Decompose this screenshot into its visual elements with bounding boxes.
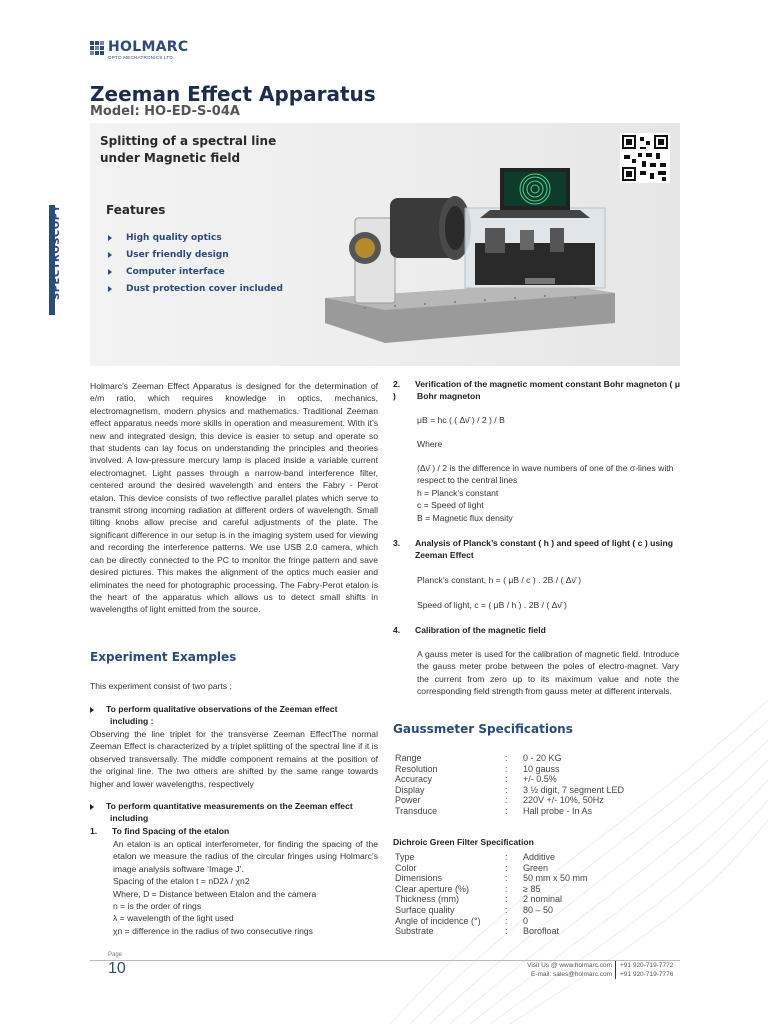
quantitative-title (90, 800, 378, 825)
spec-row (395, 806, 624, 817)
item-1-text: An etalon is an optical interferometer, for finding the spacing of the etalon we measure the radius of the circular fringes using Holmarc’s image analysis software ‘Image J’. (113, 839, 378, 874)
feature-item (108, 246, 283, 263)
spec-row (395, 873, 588, 884)
item-4-title-text: Calibration of the magnetic field (415, 625, 546, 635)
feature-label: Computer interface (126, 266, 225, 277)
footer-phones (620, 962, 673, 979)
hero-headline (100, 133, 330, 167)
page-number: 10 (108, 960, 126, 977)
qualitative-title-text: To perform qualitative observations of the Zeeman effect including : (106, 704, 338, 727)
experiment-lead: This experiment consist of two parts : (90, 681, 232, 691)
item-2-formula: μB = hc ( ( Δν̄ ) / 2 ) / B (417, 415, 505, 425)
spec-value: 0 - 20 KG (523, 753, 562, 763)
spec-row (395, 785, 624, 796)
item-1-body (113, 838, 378, 937)
hero-headline-line-2: under Magnetic field (100, 151, 241, 165)
spec-key: Dimensions (395, 873, 443, 884)
footer-phone-2: +91 920-719-7776 (620, 970, 674, 978)
spec-row (395, 894, 588, 905)
spec-colon: : (505, 805, 508, 816)
item-3-title (393, 537, 681, 562)
spec-colon: : (505, 784, 508, 795)
spec-key: Angle of incidence (°) (395, 915, 481, 926)
apparatus-illustration (325, 148, 615, 358)
arrow-bullet-icon (108, 235, 112, 241)
filter-spec-table (395, 852, 588, 937)
item-2-subtitle: Bohr magneton (417, 391, 481, 401)
filter-heading: Dichroic Green Filter Specification (393, 837, 534, 847)
item-1-n-def: n = is the order of rings (113, 901, 202, 912)
spec-colon: : (505, 873, 508, 884)
spec-key: Power (395, 795, 421, 806)
spec-colon: : (505, 904, 508, 915)
feature-item (108, 280, 283, 297)
spec-key: Type (395, 852, 415, 862)
spec-key: Range (395, 753, 422, 763)
footer-website[interactable]: Visit Us @ www.holmarc.com (527, 962, 612, 969)
spec-key: Accuracy (395, 774, 433, 785)
arrow-bullet-icon (108, 252, 112, 258)
item-1-title-text: To find Spacing of the etalon (112, 826, 230, 836)
features-list (108, 229, 283, 297)
item-2-b-def: B = Magnetic flux density (417, 512, 513, 523)
spec-row (395, 863, 588, 874)
item-2-h-def: h = Planck’s constant (417, 487, 499, 498)
spec-value: 50 mm x 50 mm (523, 873, 588, 884)
footer-divider (90, 960, 680, 961)
footer-separator (615, 961, 616, 979)
arrow-bullet-icon (90, 707, 94, 713)
item-1-lambda-def: λ = wavelength of the light used (113, 913, 234, 924)
footer-contact (508, 962, 612, 979)
feature-label: High quality optics (126, 232, 222, 243)
page-title: Zeeman Effect Apparatus (90, 82, 376, 106)
item-1-title (90, 825, 378, 837)
spec-colon: : (505, 774, 508, 785)
spec-key: Substrate (395, 926, 434, 937)
gaussmeter-spec-table (395, 753, 624, 817)
experiment-examples-heading: Experiment Examples (90, 650, 237, 664)
qualitative-text: Observing the line triplet for the transverse Zeeman EffectThe normal Zeeman Effect is characterized by a triplet splitting of the spectral line if it is observed transversally. The middle component remains at the position of the original line. The two others are shifted by the same range towards higher and lower wavelengths, respectively (90, 729, 378, 789)
item-2-c-def: c = Speed of light (417, 500, 484, 511)
spec-colon: : (505, 915, 508, 926)
spec-colon: : (505, 862, 508, 873)
spec-colon: : (505, 852, 508, 862)
arrow-bullet-icon (108, 286, 112, 292)
qr-code-icon (620, 133, 670, 183)
spec-row (395, 753, 624, 764)
spec-value: +/- 0.5% (523, 774, 557, 785)
spec-colon: : (505, 926, 508, 937)
spec-value: Borofloat (523, 926, 560, 937)
spec-key: Resolution (395, 763, 438, 774)
item-number: 4. (393, 625, 401, 635)
section-label: SPECTROSCOPY (51, 204, 62, 300)
item-2-where: Where (417, 439, 443, 449)
page-label: Page (108, 952, 123, 958)
brand-name: HOLMARC (108, 39, 189, 55)
spec-key: Clear aperture (%) (395, 883, 470, 894)
spec-colon: : (505, 894, 508, 905)
spec-key: Color (395, 862, 417, 873)
feature-item (108, 263, 283, 280)
quantitative-title-text: To perform quantitative measurements on the Zeeman effect including (106, 801, 353, 824)
spec-row (395, 852, 588, 863)
spec-colon: : (505, 753, 508, 763)
spec-row (395, 774, 624, 785)
spec-value: Green (523, 862, 549, 873)
hero-headline-line-1: Splitting of a spectral line (100, 134, 277, 148)
spec-key: Surface quality (395, 904, 455, 915)
item-number: 2. (393, 379, 401, 389)
spec-row (395, 926, 588, 937)
spec-row (395, 916, 588, 927)
spec-value: 0 (523, 915, 529, 926)
spec-row (395, 795, 624, 806)
brand-subtitle: OPTO MECHATRONICS LTD. (108, 55, 175, 60)
item-4-title (393, 624, 681, 636)
footer-phone-1: +91 920-719-7772 (620, 962, 674, 969)
spec-value: 220V +/- 10%, 50Hz (523, 795, 604, 806)
spec-value: Hall probe - In As (523, 805, 593, 816)
hero-banner (90, 123, 680, 366)
gaussmeter-heading: Gaussmeter Specifications (393, 722, 573, 736)
item-1-where: Where, D = Distance between Etalon and the camera (113, 888, 317, 899)
item-2-delta-def: (Δν̄ ) / 2 is the difference in wave numbers of one of the σ-lines with respect to the central lines (417, 463, 674, 486)
spec-colon: : (505, 795, 508, 806)
spec-key: Transduce (395, 805, 438, 816)
feature-item (108, 229, 283, 246)
spec-value: 3 ½ digit, 7 segment LED (523, 784, 625, 795)
arrow-bullet-icon (90, 804, 94, 810)
item-number: 3. (393, 538, 401, 548)
spec-colon: : (505, 883, 508, 894)
item-number: 1. (90, 826, 98, 836)
features-title: Features (106, 203, 166, 217)
spec-colon: : (505, 763, 508, 774)
item-1-chi-def: χn = difference in the radius of two consecutive rings (113, 925, 313, 936)
feature-label: User friendly design (126, 249, 229, 260)
spec-row (395, 905, 588, 916)
spec-row (395, 884, 588, 895)
item-3-formula-c: Speed of light, c = ( μB / h ) . 2B / ( Δν̄ ) (417, 600, 567, 610)
arrow-bullet-icon (108, 269, 112, 275)
intro-paragraph: Holmarc’s Zeeman Effect Apparatus is designed for the determination of e/m ratio, which requires knowledge in optics, mechanics, electromagnetism, modern physics and mathematics. Traditional Zeeman effect apparatus needs more skills in operation and measurement. With it’s new and integrated design, this device is easier to setup and operate so that students can lay focus on understanding the principles and theories involved. A low-pressure mercury lamp is placed inside a variable current electromagnet. Light passes through a narrow-band interference filter, centered around the desired wavelength and enters the Fabry - Perot etalon. This device consists of two reflective parallel plates which serve to transmit strong incoming radiation at different orders of wavelength. Small tilting knobs allow precise and careful adjustments of the plate. The significant difference in our setup is in the imaging system used for viewing and recording the interference patterns. We use USB 2.0 camera, which can be directly connected to the PC to monitor the fringe pattern and save desired pictures. This makes the alignment of the optics much easier and eliminates the need for photographic processing. The Fabry-Perot etalon is the heart of the apparatus which allows us to detect small shifts in wavelengths of light emitted from the source. (90, 381, 378, 615)
model-number: Model: HO-ED-S-04A (90, 104, 240, 119)
holmarc-logo (90, 40, 188, 61)
logo-mark-icon (90, 41, 104, 55)
spec-key: Display (395, 784, 425, 795)
item-3-title-text: Analysis of Planck’s constant ( h ) and speed of light ( c ) using Zeeman Effect (415, 538, 674, 561)
item-3-formula-h: Planck’s constant, h = ( μB / c ) . 2B / ( Δν̄ ) (417, 575, 582, 585)
footer-email[interactable]: E-mail: sales@holmarc.com (530, 970, 612, 978)
spec-value: ≥ 85 (523, 883, 541, 894)
feature-label: Dust protection cover included (126, 283, 283, 294)
spec-key: Thickness (mm) (395, 894, 460, 905)
spec-value: 80 – 50 (523, 904, 554, 915)
spec-value: Additive (523, 852, 556, 862)
item-1-formula: Spacing of the etalon t = nD2λ / χn2 (113, 876, 250, 887)
spec-value: 10 gauss (523, 763, 560, 774)
item-2-definitions (417, 462, 679, 524)
qualitative-title (90, 703, 378, 728)
spec-row (395, 764, 624, 775)
spec-value: 2 nominal (523, 894, 563, 905)
item-4-text: A gauss meter is used for the calibration of magnetic field. Introduce the gauss meter probe between the poles of electro-magnet. Vary the current from zero up to its maximum value and note the corresponding field strength from gauss meter at different intervals. (417, 649, 679, 697)
item-2-title-text: Verification of the magnetic moment constant Bohr magneton ( μ ) (393, 379, 681, 402)
